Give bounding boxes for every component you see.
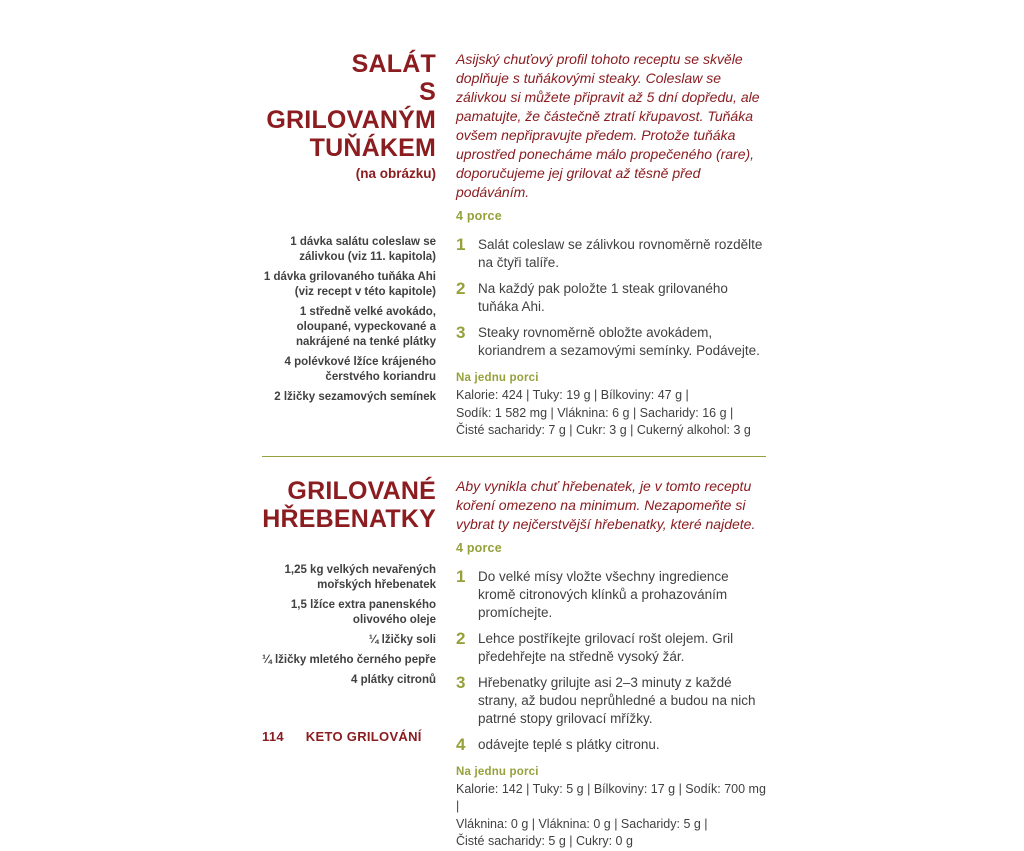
footer-page-number: 114: [262, 729, 284, 744]
ingredient-item: 4 polévkové lžíce krájeného čerstvého koriandru: [284, 356, 436, 383]
step-number: 2: [456, 628, 466, 648]
section-divider: [262, 456, 766, 457]
step-item: [456, 630, 766, 666]
ingredient-list: [262, 563, 436, 688]
servings-label: 4 porce: [456, 209, 502, 223]
nutrition-line: Sodík: 1 582 mg | Vláknina: 6 g | Sacharidy: 16 g |: [456, 405, 734, 420]
nutrition-line: Vláknina: 0 g | Vláknina: 0 g | Sacharidy: 5 g |: [456, 816, 708, 831]
recipe-grilled-tuna-salad: [262, 50, 766, 440]
recipe-title-line: S GRILOVANÝM: [266, 78, 436, 134]
footer-book-title: KETO GRILOVÁNÍ: [305, 729, 422, 744]
step-item: [456, 280, 766, 316]
step-text: Na každý pak položte 1 steak grilovaného tuňáka Ahi.: [478, 281, 728, 314]
step-number: 2: [456, 279, 466, 298]
recipe-left-column: [262, 50, 436, 410]
recipe-left-column: [262, 477, 436, 693]
step-item: [456, 236, 766, 272]
step-number: 4: [456, 734, 466, 754]
nutrition-line: Kalorie: 142 | Tuky: 5 g | Bílkoviny: 17 g | Sodík: 700 mg |: [456, 781, 766, 813]
ingredient-item: 1 dávka salátu coleslaw se zálivkou (viz 11. kapitola): [290, 236, 436, 263]
step-list: [456, 568, 766, 754]
step-number: 3: [456, 323, 466, 342]
nutrition-label: Na jednu porci: [456, 372, 539, 384]
recipe-title-line: GRILOVANÉ: [287, 476, 436, 505]
nutrition-facts: [456, 387, 766, 440]
step-number: 1: [456, 566, 466, 586]
page-footer: [262, 729, 422, 744]
step-text: odávejte teplé s plátky citronu.: [478, 736, 660, 752]
recipe-right-column: [456, 477, 766, 851]
recipe-grilled-scallops: [262, 477, 766, 851]
step-item: [456, 674, 766, 728]
ingredient-list: [262, 235, 436, 405]
step-text: Salát coleslaw se zálivkou rovnoměrně rozdělte na čtyři talíře.: [478, 237, 763, 270]
step-item: [456, 736, 766, 754]
nutrition-line: Čisté sacharidy: 5 g | Cukry: 0 g: [456, 834, 633, 848]
step-list: [456, 236, 766, 360]
recipe-intro: Aby vynikla chuť hřebenatek, je v tomto receptu koření omezeno na minimum. Nezapomeňte si vybrat ty nejčerstvější hřebenatky, které najdete.: [456, 477, 756, 532]
page-content: [262, 0, 766, 851]
ingredient-item: 1,25 kg velkých nevařených mořských hřebenatek: [284, 563, 436, 591]
nutrition-label: Na jednu porci: [456, 765, 539, 778]
ingredient-item: 2 lžičky sezamových semínek: [274, 391, 436, 403]
nutrition-line: Čisté sacharidy: 7 g | Cukr: 3 g | Cukerný alkohol: 3 g: [456, 423, 751, 437]
recipe-title-line: TUŇÁKEM: [309, 134, 436, 162]
recipe-title: [262, 50, 436, 162]
step-item: [456, 324, 766, 360]
recipe-title-line: HŘEBENATKY: [262, 504, 436, 533]
step-number: 3: [456, 672, 466, 692]
ingredient-item: ¼ lžičky soli: [368, 633, 436, 646]
step-item: [456, 568, 766, 622]
recipe-intro: Asijský chuťový profil tohoto receptu se skvěle doplňuje s tuňákovými steaky. Coleslaw se zálivkou si můžete připravit až 5 dní dopředu, ale pamatujte, že částečně ztratí křupavost. Tuňáka ovšem nepřipravujte předem. Protože tuňáka uprostřed ponecháme málo propečeného (rare), doporučujeme jej grilovat až těsně před podáváním.: [456, 51, 760, 200]
ingredient-item: 1,5 lžíce extra panenského olivového oleje: [290, 598, 436, 626]
step-text: Hřebenatky grilujte asi 2–3 minuty z každé strany, až budou neprůhledné a budou na nich patrné stopy grilovací mřížky.: [478, 674, 756, 726]
recipe-subtitle: (na obrázku): [355, 166, 436, 181]
step-text: Steaky rovnoměrně obložte avokádem, koriandrem a sezamovými semínky. Podávejte.: [478, 325, 760, 358]
nutrition-facts: [456, 781, 766, 851]
recipe-title: [262, 477, 436, 533]
recipe-right-column: [456, 50, 766, 440]
servings-label: 4 porce: [456, 540, 502, 555]
nutrition-line: Kalorie: 424 | Tuky: 19 g | Bílkoviny: 47 g |: [456, 388, 689, 402]
ingredient-item: 4 plátky citronů: [351, 673, 436, 686]
step-number: 1: [456, 235, 466, 254]
ingredient-item: ¼ lžičky mletého černého pepře: [262, 653, 436, 666]
step-text: Lehce postříkejte grilovací rošt olejem. Gril předehřejte na středně vysoký žár.: [478, 630, 734, 664]
ingredient-item: 1 středně velké avokádo, oloupané, vypeckované a nakrájené na tenké plátky: [296, 306, 436, 348]
step-text: Do velké mísy vložte všechny ingredience kromě citronových klínků a prohazováním promíchejte.: [478, 568, 729, 620]
ingredient-item: 1 dávka grilovaného tuňáka Ahi (viz recept v této kapitole): [263, 271, 436, 298]
recipe-title-line: SALÁT: [351, 50, 436, 78]
